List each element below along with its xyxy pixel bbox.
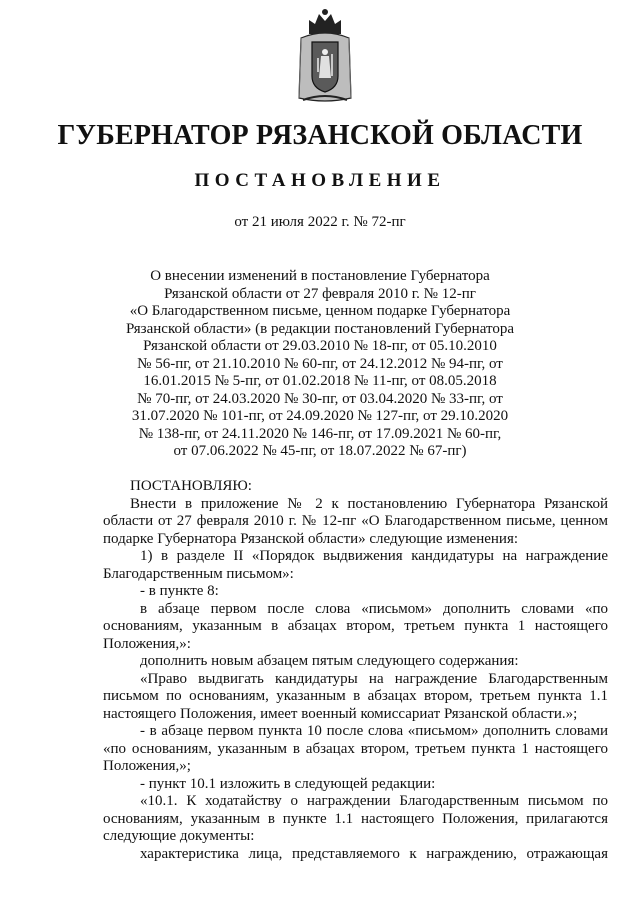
document-date: от 21 июля 2022 г. № 72-пг <box>234 214 406 230</box>
body-line: письмом по основаниям, указанным в абзацах втором, третьем пункта 1.1 <box>103 688 608 704</box>
body-line: подарке Губернатора Рязанской области» следующие изменения: <box>103 530 519 547</box>
document-heading: ГУБЕРНАТОР РЯЗАНСКОЙ ОБЛАСТИ <box>57 120 583 151</box>
subject-line: Рязанской области» (в редакции постановлений Губернатора <box>126 320 514 337</box>
body-line: дополнить новым абзацем пятым следующего содержания: <box>140 653 519 669</box>
body-line: «по основаниям, указанным в абзацах втором, третьем пункта 1 настоящего <box>103 740 608 757</box>
body-line: Положения,»: <box>103 635 191 652</box>
body-line: в абзаце первом после слова «письмом» дополнить словами «по <box>140 600 608 617</box>
document-body <box>103 478 608 863</box>
body-line: следующие документы: <box>103 828 255 844</box>
body-line: Благодарственным письмом»: <box>103 565 294 582</box>
body-line: характеристика лица, представляемого к награждению, отражающая <box>140 845 608 862</box>
body-line: основаниям, указанным в абзацах втором, третьем пункта 1 настоящего <box>103 618 608 634</box>
subject-line: № 138-пг, от 24.11.2020 № 146-пг, от 17.09.2021 № 60-пг, <box>138 425 502 442</box>
body-line: ПОСТАНОВЛЯЮ: <box>130 478 252 494</box>
body-line: основаниям, указанным в пункте 1.1 настоящего Положения, прилагаются <box>103 810 608 827</box>
subject-line: «О Благодарственном письме, ценном подарке Губернатора <box>129 303 511 319</box>
body-line: - пункт 10.1 изложить в следующей редакции: <box>140 775 436 792</box>
body-line: - в пункте 8: <box>140 583 219 599</box>
body-line: «Право выдвигать кандидатуры на награждение Благодарственным <box>140 670 608 687</box>
subject-line: от 07.06.2022 № 45-пг, от 18.07.2022 № 67-пг) <box>173 443 467 459</box>
body-line: - в абзаце первом пункта 10 после слова «письмом» дополнить словами <box>140 723 608 739</box>
subject-line: О внесении изменений в постановление Губернатора <box>150 268 490 284</box>
body-line: «10.1. К ходатайству о награждении Благодарственным письмом по <box>140 793 608 809</box>
subject-line: Рязанской области от 27 февраля 2010 г. № 12-пг <box>164 285 476 302</box>
coat-of-arms-icon <box>295 6 355 104</box>
subject-line: 16.01.2015 № 5-пг, от 01.02.2018 № 11-пг, от 08.05.2018 <box>143 373 497 389</box>
body-line: области от 27 февраля 2010 г. № 12-пг «О Благодарственном письме, ценном <box>103 513 608 529</box>
body-line: 1) в разделе II «Порядок выдвижения кандидатуры на награждение <box>140 548 608 564</box>
subject-line: № 70-пг, от 24.03.2020 № 30-пг, от 03.04.2020 № 33-пг, от <box>137 390 503 407</box>
body-line: Внести в приложение № 2 к постановлению Губернатора Рязанской <box>130 495 608 512</box>
subject-line: Рязанской области от 29.03.2010 № 18-пг, от 05.10.2010 <box>143 338 497 354</box>
subject-line: 31.07.2020 № 101-пг, от 24.09.2020 № 127-пг, от 29.10.2020 <box>131 408 509 424</box>
body-line: настоящего Положения, имеет военный комиссариат Рязанской области.»; <box>103 705 578 722</box>
subject-line: № 56-пг, от 21.10.2010 № 60-пг, от 24.12.2012 № 94-пг, от <box>137 355 503 372</box>
body-line: Положения,»; <box>103 758 191 774</box>
document-subject <box>40 268 600 461</box>
document-type: ПОСТАНОВЛЕНИЕ <box>194 170 446 191</box>
